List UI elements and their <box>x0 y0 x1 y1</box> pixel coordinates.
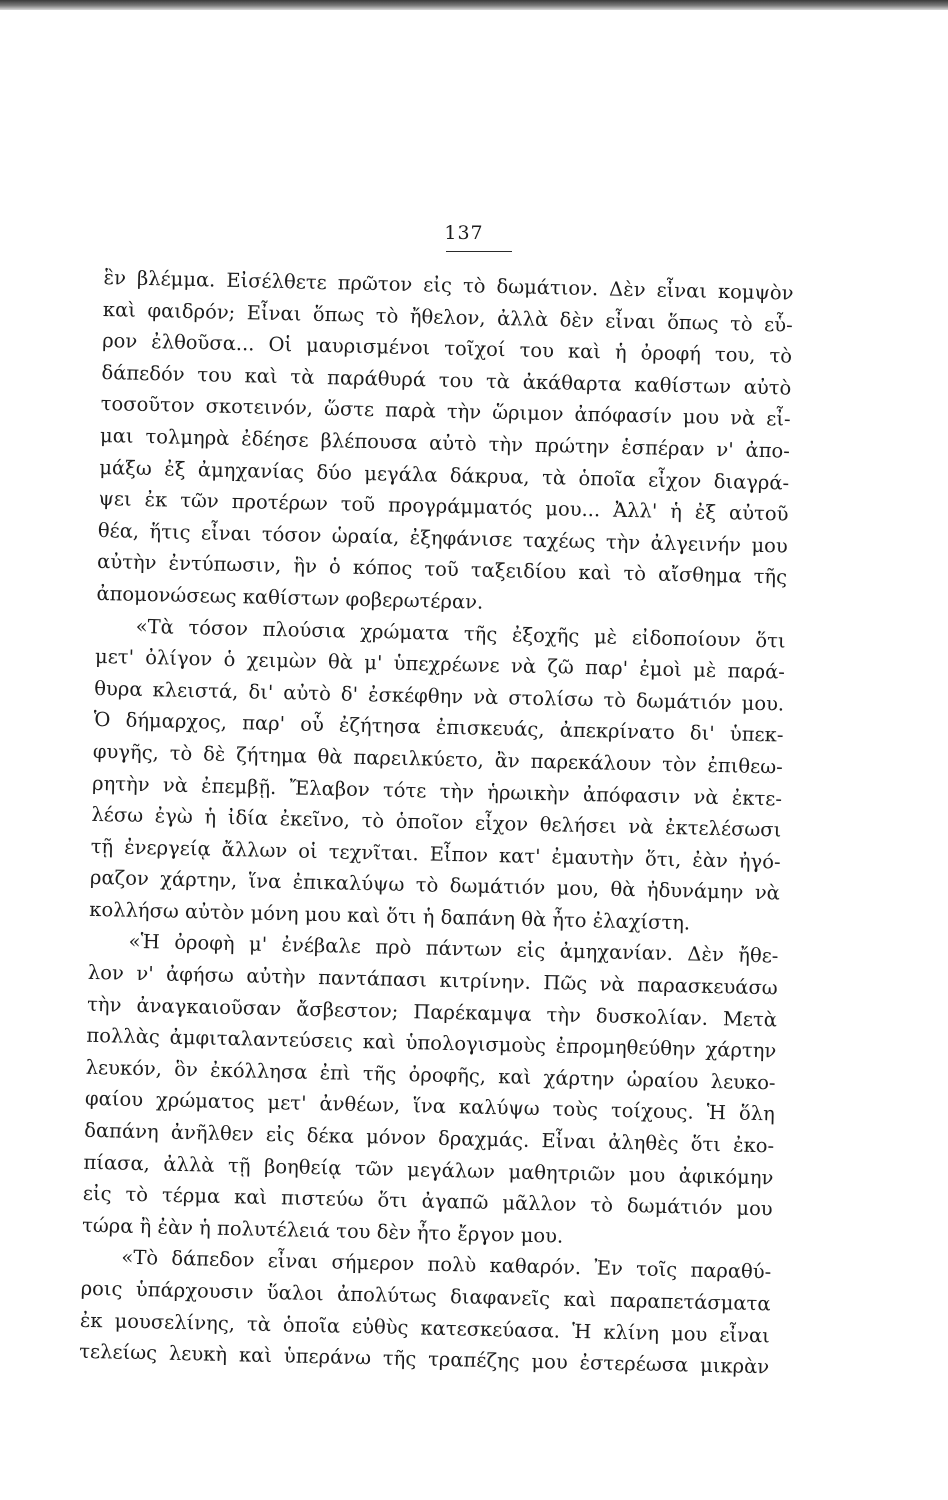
text-line: πολλὰς ἀμφιταλαντεύσεις καὶ ὑπολογισμοὺς ἐπρομηθεύθην χάρτην <box>86 1024 777 1063</box>
text-line: μάξω ἐξ ἀμηχανίας δύο μεγάλα δάκρυα, τὰ ὁποῖα εἶχον διαγρά- <box>99 455 790 495</box>
text-line: πίασα, ἀλλὰ τῇ βοηθείᾳ τῶν μεγάλων μαθητριῶν μου ἀφικόμην <box>83 1150 774 1190</box>
text-line: εἰς τὸ τέρμα καὶ πιστεύω ὅτι ἀγαπῶ μᾶλλον τὸ δωμάτιόν μου <box>82 1181 773 1221</box>
text-line: Ὁ δήμαρχος, παρ' οὗ ἐζήτησα ἐπισκευάς, ἀπεκρίνατο δι' ὑπεκ- <box>93 708 784 747</box>
text-line: ψει ἐκ τῶν προτέρων τοῦ προγράμματός μου... Ἀλλ' ἡ ἐξ αὐτοῦ <box>98 487 789 526</box>
text-line: «Τὰ τόσον πλούσια χρώματα τῆς ἐξοχῆς μὲ εἰδοποίουν ὅτι <box>135 614 786 653</box>
text-line: φυγῆς, τὸ δὲ ζήτημα θὰ παρειλκύετο, ἂν παρεκάλουν τὸν ἐπιθεω- <box>92 739 783 779</box>
text-line: «Τὸ δάπεδον εἶναι σήμερον πολὺ καθαρόν. Ἐν τοῖς παραθύ- <box>121 1246 772 1284</box>
text-line: δαπάνη ἀνῆλθεν εἰς δέκα μόνον δραχμάς. Εἶναι ἀληθὲς ὅτι ἐκο- <box>84 1118 775 1158</box>
text-line: ρητὴν νὰ ἐπεμβῇ. Ἔλαβον τότε τὴν ἡρωικὴν ἀπόφασιν νὰ ἐκτε- <box>91 771 783 811</box>
text-line: ρον ἐλθοῦσα... Οἱ μαυρισμένοι τοῖχοί του καὶ ἡ ὀροφή του, τὸ <box>101 329 793 368</box>
text-line: λέσω ἐγὼ ἡ ἰδία ἐκεῖνο, τὸ ὁποῖον εἶχον θελήσει νὰ ἐκτελέσωσι <box>91 802 782 842</box>
text-line: τώρα ἢ ἐὰν ἡ πολυτέλειά του δὲν ἦτο ἔργον μου. <box>81 1213 564 1248</box>
text-line: λευκόν, ὃν ἐκόλλησα ἐπὶ τῆς ὀροφῆς, καὶ χάρτην ὡραίου λευκο- <box>85 1055 776 1095</box>
text-line: ἓν βλέμμα. Εἰσέλθετε πρῶτον εἰς τὸ δωμάτιον. Δὲν εἶναι κομψὸν <box>103 265 794 305</box>
text-line: λον ν' ἀφήσω αὐτὴν παντάπασι κιτρίνην. Πῶς νὰ παρασκευάσω <box>87 960 778 1000</box>
text-line: ροις ὑπάρχουσιν ὕαλοι ἀπολύτως διαφανεῖς καὶ παραπετάσματα <box>80 1276 771 1316</box>
text-line: θέα, ἥτις εἶναι τόσον ὡραία, ἐξηφάνισε ταχέως τὴν ἀλγεινήν μου <box>97 518 788 558</box>
text-line: ἀπομονώσεως καθίστων φοβερωτέραν. <box>96 581 484 614</box>
text-line: τὴν ἀναγκαιοῦσαν ἄσβεστον; Παρέκαμψα τὴν δυσκολίαν. Μετὰ <box>86 992 778 1032</box>
text-line: θυρα κλειστά, δι' αὐτὸ δ' ἐσκέφθην νὰ στολίσω τὸ δωμάτιόν μου. <box>94 676 785 716</box>
text-line: μετ' ὀλίγον ὁ χειμὼν θὰ μ' ὑπεχρέωνε νὰ ζῶ παρ' ἐμοὶ μὲ παρά- <box>94 645 786 684</box>
scan-top-edge <box>0 0 948 10</box>
text-line: τῇ ἐνεργείᾳ ἄλλων οἱ τεχνῖται. Εἶπον κατ' ἐμαυτὴν ὅτι, ἐὰν ἠγό- <box>90 834 781 874</box>
text-line: δάπεδόν του καὶ τὰ παράθυρά του τὰ ἀκάθαρτα καθίστων αὐτὸ <box>101 360 792 400</box>
text-line: κολλήσω αὐτὸν μόνη μου καὶ ὅτι ἡ δαπάνη θὰ ἦτο ἐλαχίστη. <box>89 897 691 935</box>
text-line: «Ἡ ὀροφὴ μ' ἐνέβαλε πρὸ πάντων εἰς ἀμηχανίαν. Δὲν ἤθε- <box>128 930 779 968</box>
page-number-rule <box>446 251 512 252</box>
text-line: τελείως λευκὴ καὶ ὑπεράνω τῆς τραπέζης μου ἐστερέωσα μικρὰν <box>79 1339 770 1379</box>
text-line: τοσοῦτον σκοτεινόν, ὥστε παρὰ τὴν ὥριμον ἀπόφασίν μου νὰ εἶ- <box>100 392 791 431</box>
body-text <box>79 262 794 1383</box>
text-line: ραζον χάρτην, ἵνα ἐπικαλύψω τὸ δωμάτιόν μου, θὰ ἠδυνάμην νὰ <box>89 866 781 905</box>
text-line: φαίου χρώματος μετ' ἀνθέων, ἵνα καλύψω τοὺς τοίχους. Ἡ ὅλη <box>84 1087 776 1126</box>
text-line: καὶ φαιδρόν; Εἶναι ὅπως τὸ ἤθελον, ἀλλὰ δὲν εἶναι ὅπως τὸ εὗ- <box>102 297 794 337</box>
text-line: αὐτὴν ἐντύπωσιν, ἣν ὁ κόπος τοῦ ταξειδίου καὶ τὸ αἴσθημα τῆς <box>96 550 788 589</box>
text-line: μαι τολμηρὰ ἐδέησε βλέπουσα αὐτὸ τὴν πρώτην ἑσπέραν ν' ἀπο- <box>99 423 791 463</box>
page-number: 137 <box>444 222 484 244</box>
text-line: ἐκ μουσελίνης, τὰ ὁποῖα εὐθὺς κατεσκεύασα. Ἡ κλίνη μου εἶναι <box>79 1308 771 1347</box>
